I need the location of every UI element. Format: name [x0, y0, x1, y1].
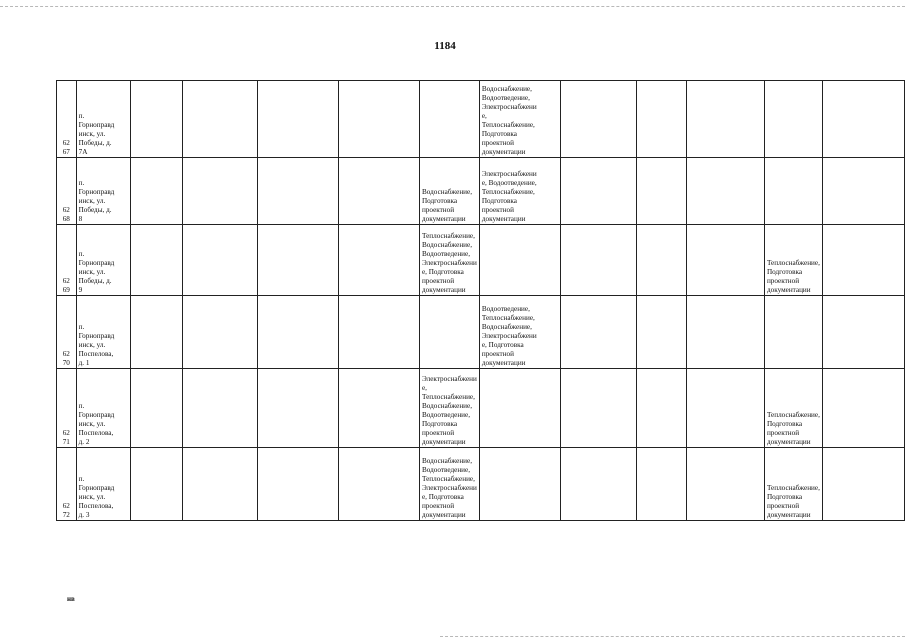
service-cell	[338, 81, 419, 158]
service-cell	[686, 225, 764, 296]
service-cell	[560, 296, 636, 369]
service-cell	[560, 158, 636, 225]
row-number: 62 69	[57, 225, 77, 296]
scan-edge-top	[0, 6, 905, 7]
address-cell: п. Горноправд инск, ул. Поспелова, д. 1	[76, 296, 130, 369]
service-cell	[257, 81, 338, 158]
service-cell	[257, 158, 338, 225]
address-cell: п. Горноправд инск, ул. Поспелова, д. 3	[76, 448, 130, 521]
footer-mark: нв	[67, 595, 75, 603]
service-cell	[686, 448, 764, 521]
service-cell	[479, 369, 560, 448]
row-number: 62 68	[57, 158, 77, 225]
address-cell: п. Горноправд инск, ул. Победы, д. 7А	[76, 81, 130, 158]
service-cell	[130, 158, 183, 225]
services-table	[56, 80, 905, 521]
service-cell	[183, 158, 257, 225]
service-cell	[637, 225, 687, 296]
service-cell	[637, 369, 687, 448]
service-cell	[257, 225, 338, 296]
row-number: 62 71	[57, 369, 77, 448]
table-row	[57, 296, 905, 369]
service-cell: Электроснабжени е, Теплоснабжение, Водоснабжение, Водоотведение, Подготовка проектной документации	[419, 369, 479, 448]
service-cell	[183, 225, 257, 296]
service-cell	[257, 448, 338, 521]
service-cell	[822, 448, 904, 521]
service-cell	[637, 296, 687, 369]
page-number: 1184	[434, 40, 456, 52]
service-cell: Электроснабжени е, Водоотведение, Теплоснабжение, Подготовка проектной документации	[479, 158, 560, 225]
service-cell	[822, 81, 904, 158]
service-cell	[479, 448, 560, 521]
service-cell	[822, 225, 904, 296]
table-row	[57, 448, 905, 521]
service-cell	[560, 225, 636, 296]
scan-edge-bottom	[440, 636, 905, 637]
service-cell	[822, 369, 904, 448]
service-cell	[560, 448, 636, 521]
table-row	[57, 81, 905, 158]
service-cell	[338, 448, 419, 521]
row-number: 62 72	[57, 448, 77, 521]
row-number: 62 70	[57, 296, 77, 369]
service-cell	[183, 296, 257, 369]
service-cell: Водоснабжение, Водоотведение, Теплоснабжение, Электроснабжени е, Подготовка проектной документации	[419, 448, 479, 521]
service-cell	[560, 81, 636, 158]
service-cell	[686, 369, 764, 448]
service-cell	[183, 81, 257, 158]
address-cell: п. Горноправд инск, ул. Победы, д. 9	[76, 225, 130, 296]
service-cell	[419, 81, 479, 158]
service-cell	[637, 81, 687, 158]
service-cell	[130, 225, 183, 296]
service-cell: Теплоснабжение, Подготовка проектной документации	[764, 369, 822, 448]
service-cell	[822, 158, 904, 225]
service-cell	[257, 369, 338, 448]
service-cell	[338, 225, 419, 296]
service-cell	[130, 369, 183, 448]
service-cell	[686, 296, 764, 369]
service-cell	[257, 296, 338, 369]
service-cell	[764, 81, 822, 158]
service-cell	[637, 448, 687, 521]
service-cell: Теплоснабжение, Водоснабжение, Водоотведение, Электроснабжени е, Подготовка проектной документации	[419, 225, 479, 296]
service-cell: Водоснабжение, Водоотведение, Электроснабжени е, Теплоснабжение, Подготовка проектной документации	[479, 81, 560, 158]
address-cell: п. Горноправд инск, ул. Победы, д. 8	[76, 158, 130, 225]
address-cell: п. Горноправд инск, ул. Поспелова, д. 2	[76, 369, 130, 448]
service-cell: Теплоснабжение, Подготовка проектной документации	[764, 225, 822, 296]
service-cell	[637, 158, 687, 225]
service-cell	[130, 81, 183, 158]
service-cell	[686, 158, 764, 225]
service-cell	[764, 296, 822, 369]
service-cell	[560, 369, 636, 448]
service-cell	[338, 369, 419, 448]
service-cell: Теплоснабжение, Подготовка проектной документации	[764, 448, 822, 521]
service-cell: Водоотведение, Теплоснабжение, Водоснабжение, Электроснабжени е, Подготовка проектной документации	[479, 296, 560, 369]
service-cell	[686, 81, 764, 158]
service-cell: Водоснабжение, Подготовка проектной документации	[419, 158, 479, 225]
service-cell	[822, 296, 904, 369]
row-number: 62 67	[57, 81, 77, 158]
service-cell	[764, 158, 822, 225]
service-cell	[183, 448, 257, 521]
service-cell	[338, 296, 419, 369]
service-cell	[479, 225, 560, 296]
table-row	[57, 225, 905, 296]
service-cell	[130, 296, 183, 369]
service-cell	[130, 448, 183, 521]
table-row	[57, 158, 905, 225]
service-cell	[338, 158, 419, 225]
table-row	[57, 369, 905, 448]
service-cell	[183, 369, 257, 448]
service-cell	[419, 296, 479, 369]
